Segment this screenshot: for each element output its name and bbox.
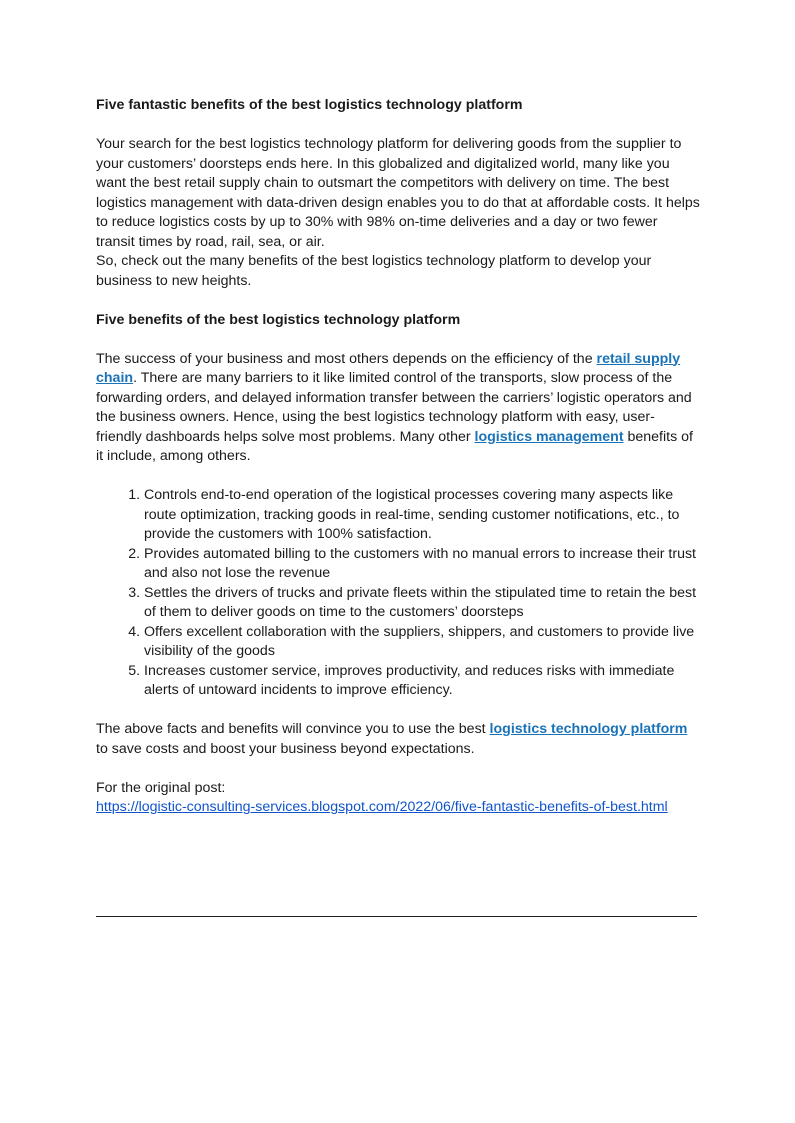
section-heading: Five benefits of the best logistics technology platform bbox=[96, 311, 461, 328]
section-paragraph bbox=[96, 350, 700, 467]
benefit-item: 5. Increases customer service, improves productivity, and reduces risks with immediate alerts of untoward incidents to improve efficiency. bbox=[144, 662, 700, 701]
benefit-item: 3. Settles the drivers of trucks and private fleets within the stipulated time to retain the best of them to deliver goods on time to the customers’ doorsteps bbox=[144, 584, 700, 623]
conclusion-paragraph bbox=[96, 720, 700, 759]
source-paragraph bbox=[96, 798, 700, 818]
intro-paragraph-2: So, check out the many benefits of the best logistics technology platform to develop your business to new heights. bbox=[96, 253, 652, 289]
section-text-3: benefits of it include, among others. bbox=[96, 428, 693, 464]
document-page bbox=[96, 96, 700, 818]
benefit-item: 4. Offers excellent collaboration with the suppliers, shippers, and customers to provide live visibility of the goods bbox=[144, 623, 700, 662]
section-text-2: . There are many barriers to it like limited control of the transports, slow process of the forwarding orders, and delayed information transfer between the carriers’ logistic operators and the business owners. Hence, using the best logistics technology platform with easy, user-friendly dashboards helps solve most problems. Many other bbox=[96, 370, 692, 445]
logistics-technology-platform-link[interactable]: logistics technology platform bbox=[489, 721, 688, 737]
document-title: Five fantastic benefits of the best logistics technology platform bbox=[96, 97, 523, 113]
benefits-list bbox=[96, 486, 700, 701]
footer-divider bbox=[96, 916, 697, 917]
original-post-link[interactable]: https://logistic-consulting-services.blogspot.com/2022/06/five-fantastic-benefits-of-best.html bbox=[96, 799, 668, 815]
conclusion-text-2: to save costs and boost your business beyond expectations. bbox=[96, 740, 475, 757]
intro-paragraph-1: Your search for the best logistics technology platform for delivering goods from the supplier to your customers’ doorsteps ends here. In this globalized and digitalized world, many like you want the best retail supply chain to outsmart the competitors with delivery on time. The best logistics management with data-driven design enables you to do that at affordable costs. It helps to reduce logistics costs by up to 30% with 98% on-time deliveries and a day or two fewer transit times by road, rail, sea, or air. bbox=[96, 136, 700, 250]
conclusion-text-1: The above facts and benefits will convince you to use the best bbox=[96, 721, 490, 737]
section-text-1: The success of your business and most others depends on the efficiency of the bbox=[96, 350, 597, 367]
source-label: For the original post: bbox=[96, 779, 226, 796]
retail-supply-chain-link[interactable]: retail supply chain bbox=[96, 350, 681, 386]
benefit-item: 1. Controls end-to-end operation of the logistical processes covering many aspects like route optimization, tracking goods in real-time, sending customer notifications, etc., to provide the customers with 100% satisfaction. bbox=[144, 486, 700, 545]
logistics-management-link[interactable]: logistics management bbox=[474, 428, 624, 445]
benefit-item: 2. Provides automated billing to the customers with no manual errors to increase their trust and also not lose the revenue bbox=[144, 545, 700, 584]
